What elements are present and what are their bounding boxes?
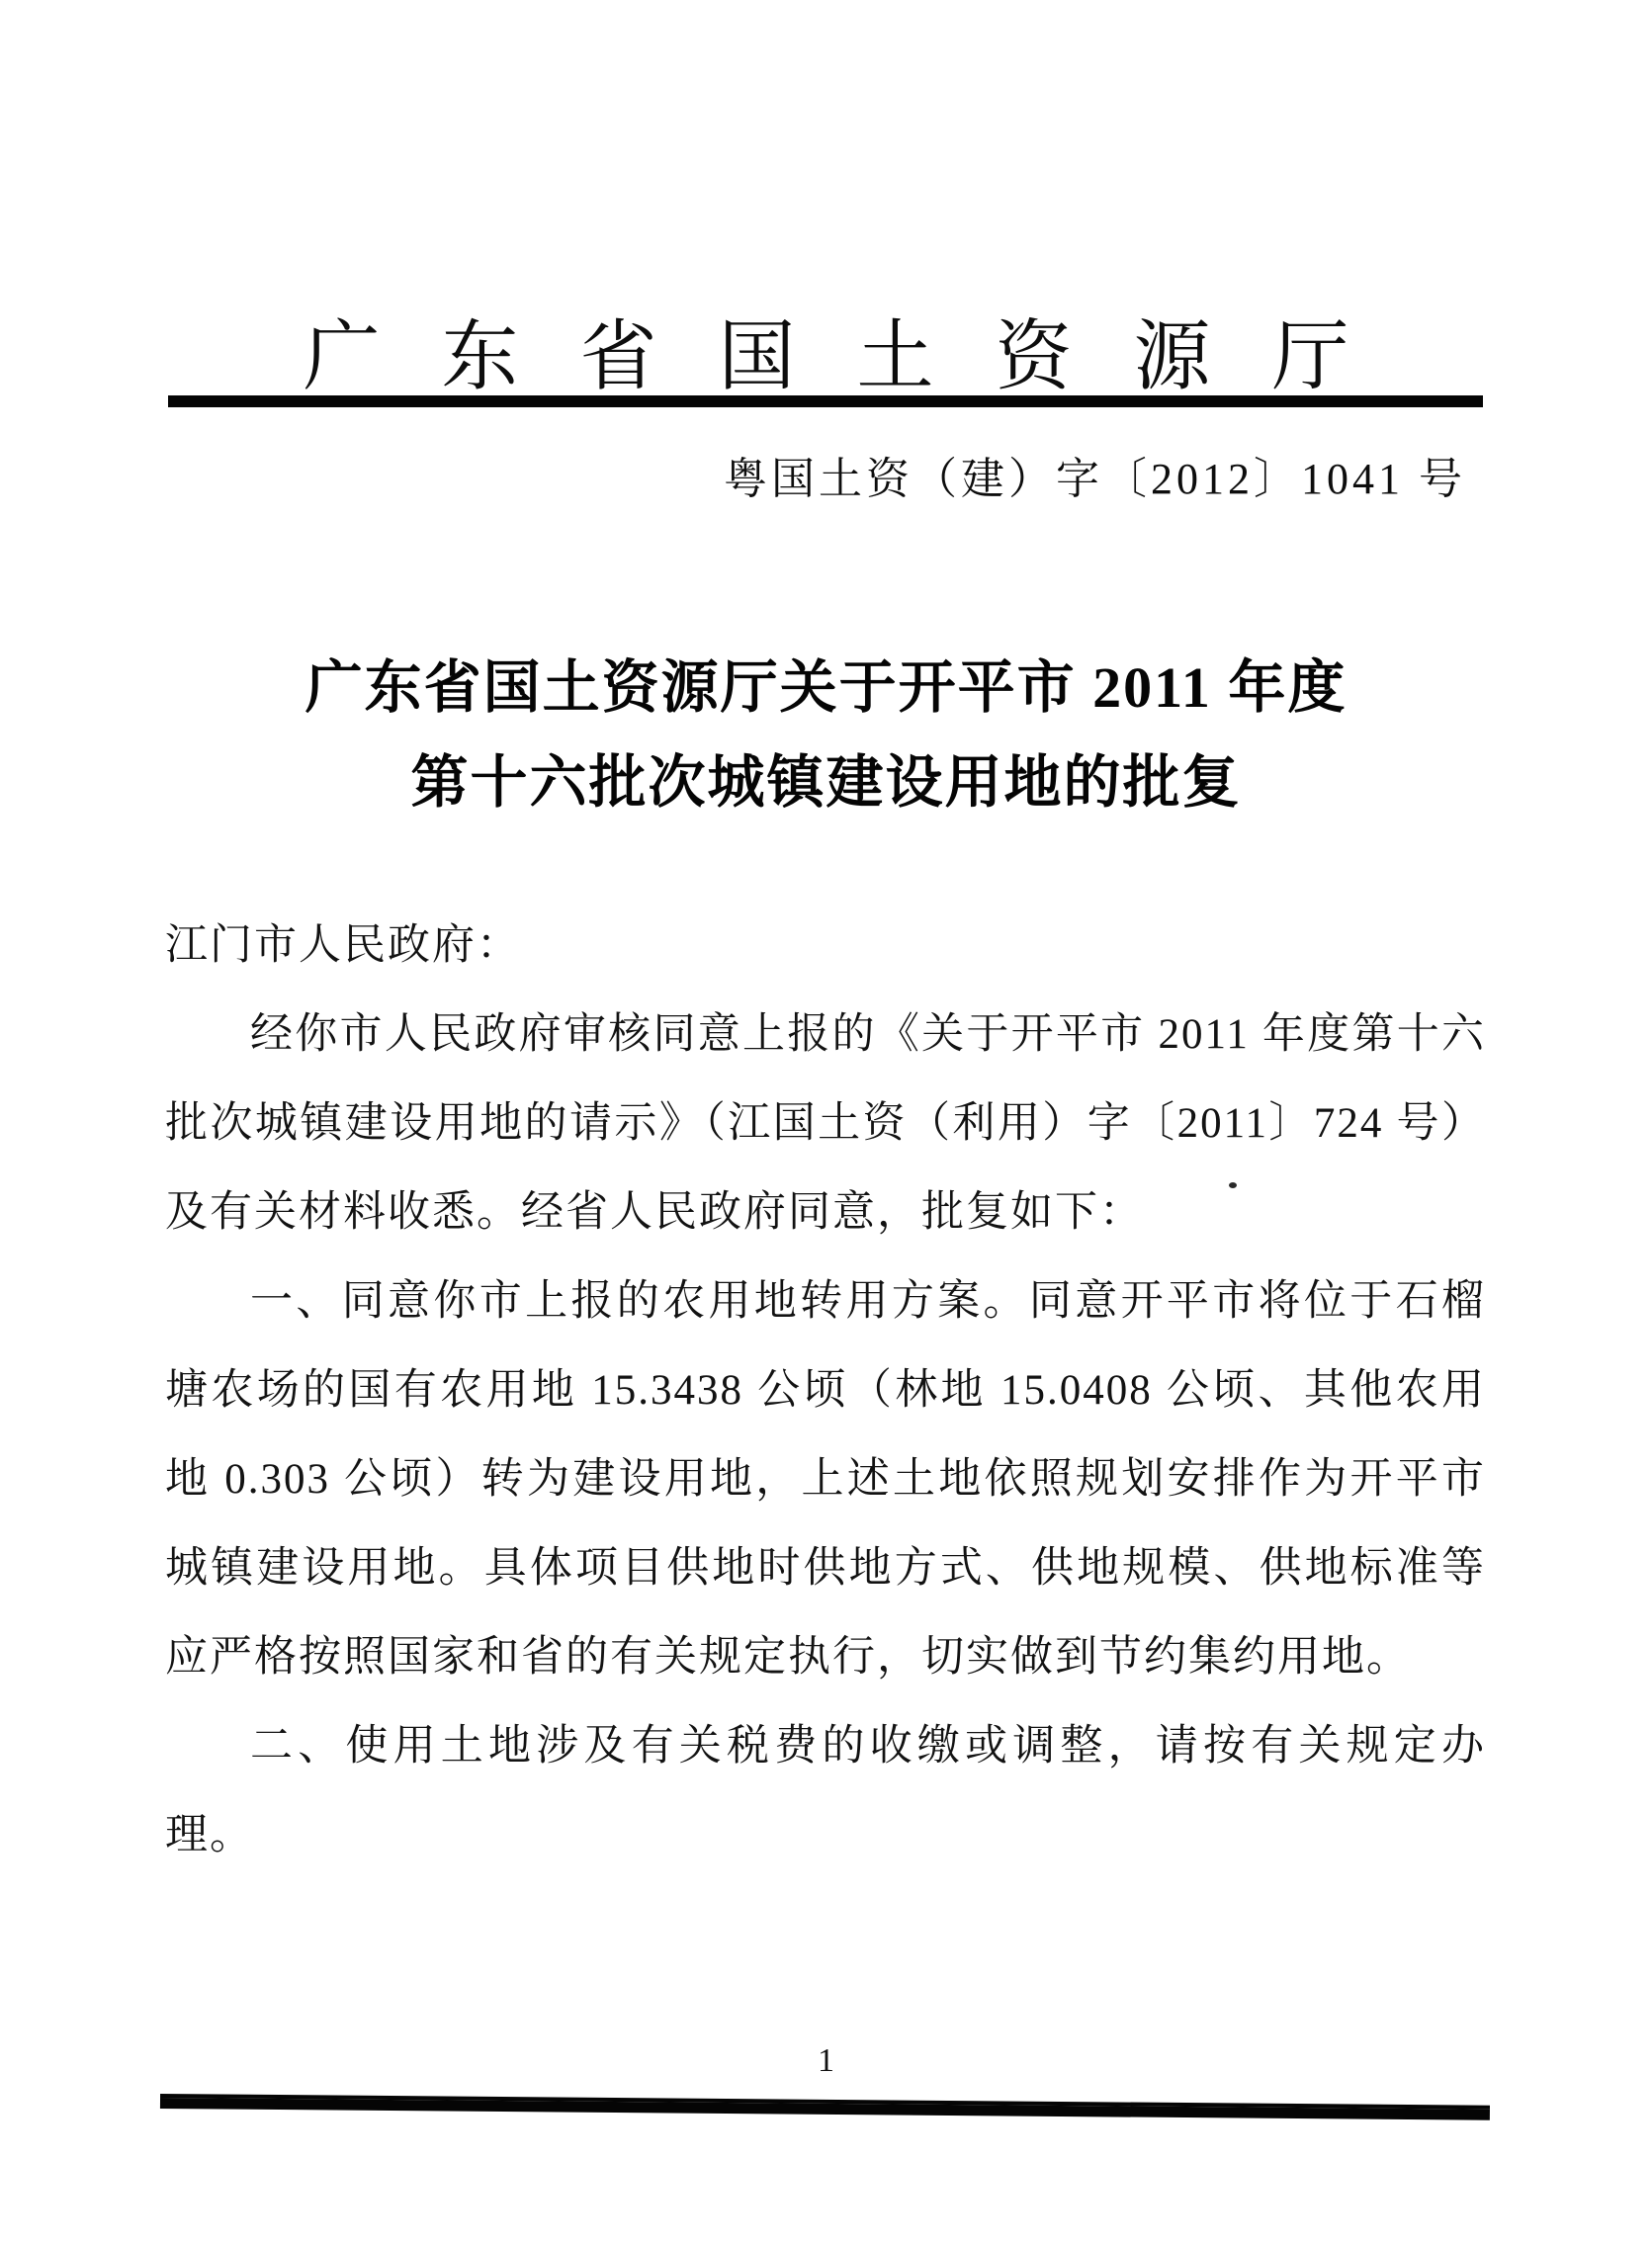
document-title-line1: 广东省国土资源厅关于开平市 2011 年度: [304, 655, 1348, 720]
document-title: [0, 641, 1652, 830]
letterhead-rule: [168, 395, 1483, 407]
scan-artifact-dot: [1229, 1182, 1237, 1188]
document-body: [165, 902, 1486, 1880]
footer-rule: [160, 2094, 1490, 2120]
document-title-line2: 第十六批次城镇建设用地的批复: [410, 750, 1242, 815]
body-paragraph: 经你市人民政府审核同意上报的《关于开平市 2011 年度第十六批次城镇建设用地的请示》（江国土资（利用）字〔2011〕724 号）及有关材料收悉。经省人民政府同意，批复如下：: [165, 1011, 1486, 1236]
page-number: 1: [818, 2042, 834, 2079]
salutation: 江门市人民政府：: [165, 922, 521, 969]
body-paragraph: 二、使用土地涉及有关税费的收缴或调整，请按有关规定办理。: [165, 1723, 1486, 1858]
letterhead-title: 广东省国土资源厅: [303, 313, 1411, 399]
document-number: 粤国土资（建）字〔2012〕1041 号: [724, 455, 1466, 503]
body-paragraph: 一、同意你市上报的农用地转用方案。同意开平市将位于石榴塘农场的国有农用地 15.3438 公顷（林地 15.0408 公顷、其他农用地 0.303 公顷）转为建设用地，上述土地依照规划安排作为开平市城镇建设用地。具体项目供地时供地方式、供地规模、供地标准等应严格按照国家和省的有关规定执行，切实做到节约集约用地。: [165, 1278, 1486, 1681]
